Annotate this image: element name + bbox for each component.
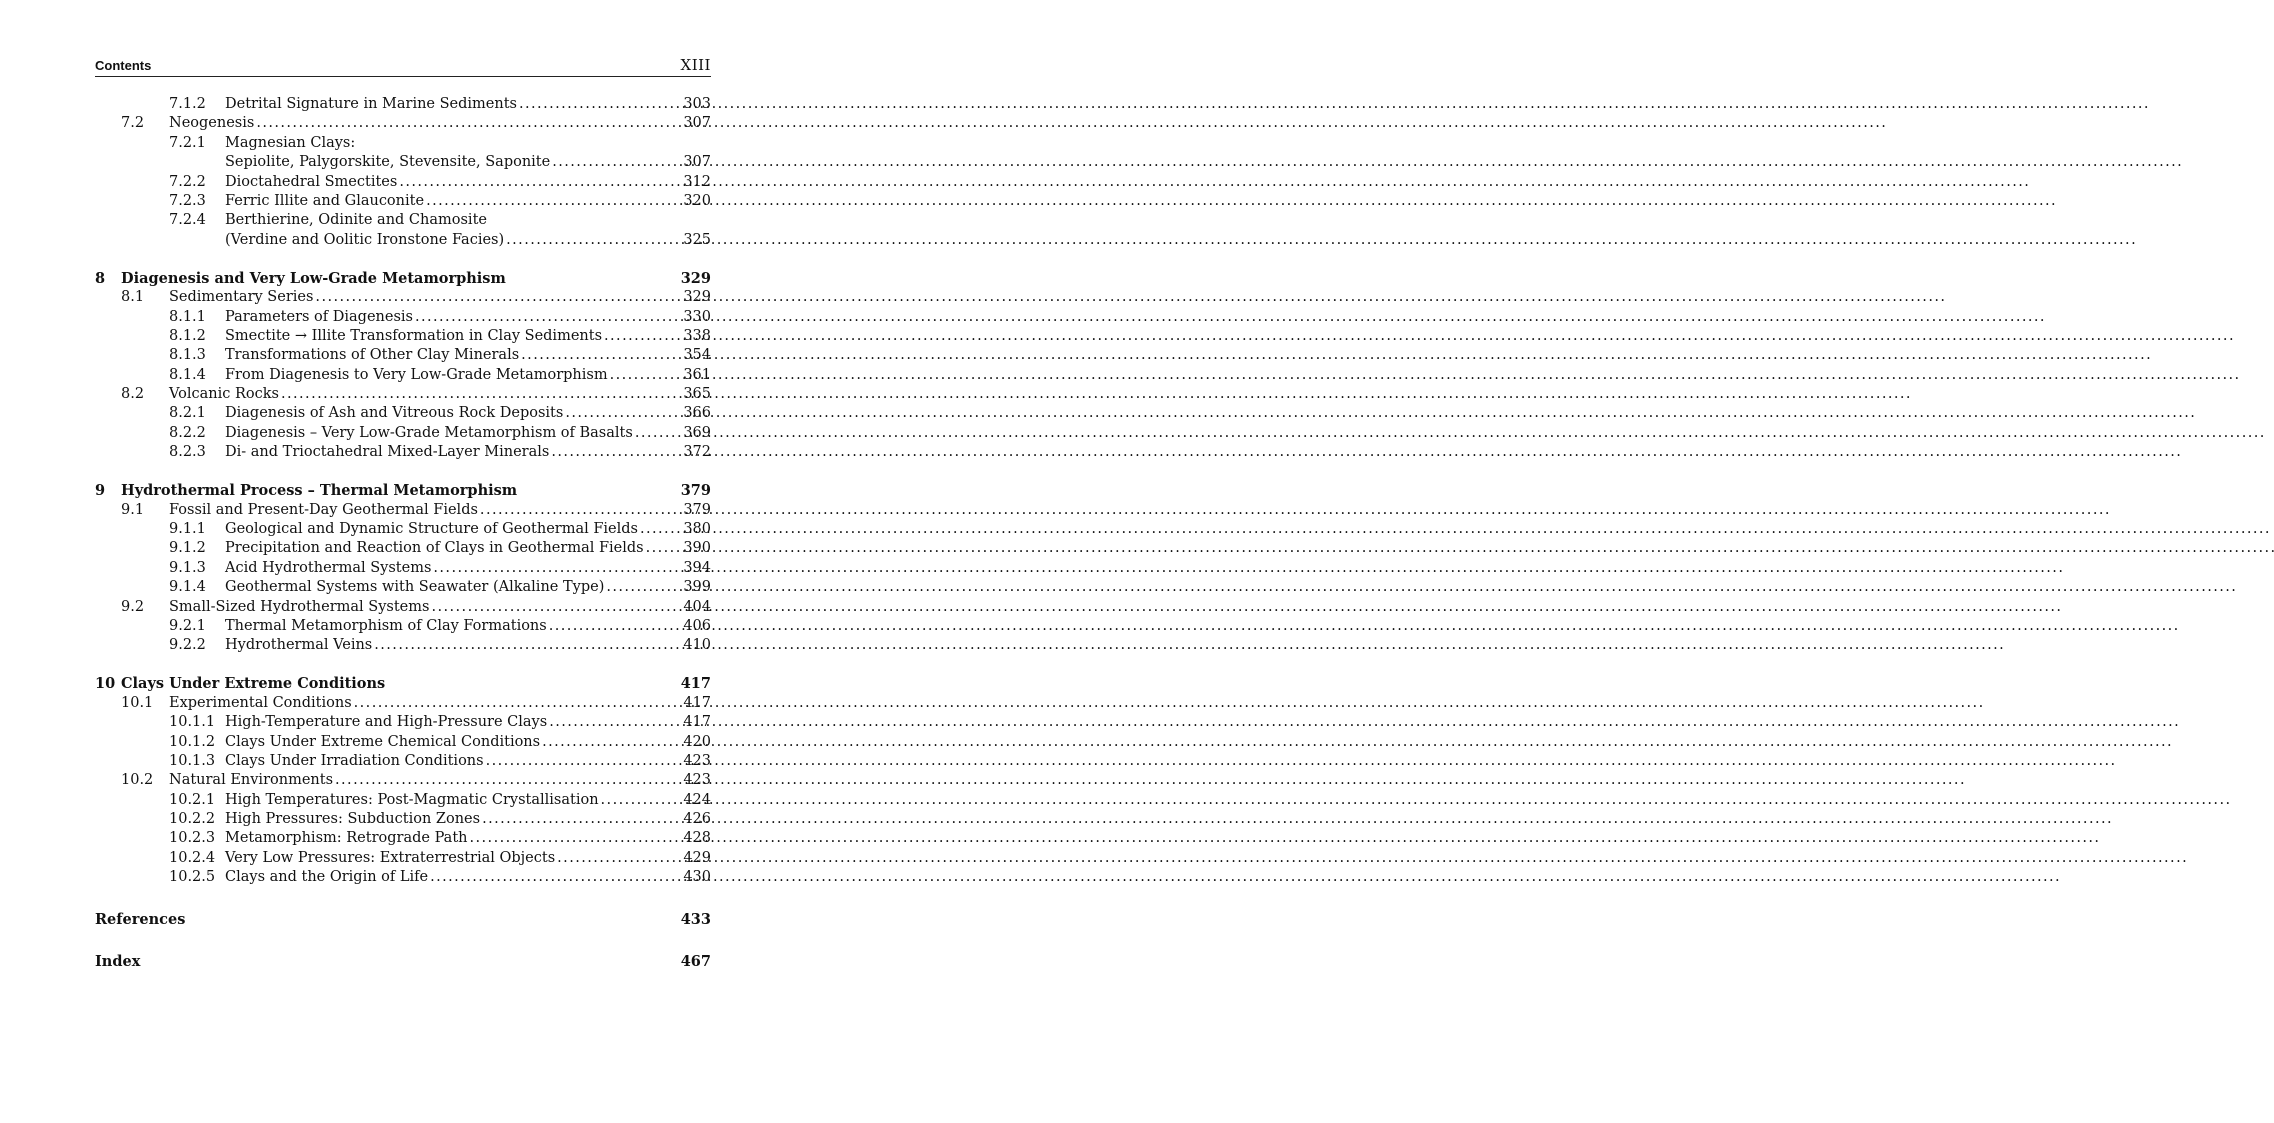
dot-leader (281, 385, 680, 404)
dot-leader (335, 771, 680, 790)
dot-leader (470, 829, 681, 848)
toc-chapter-8[interactable] (95, 268, 711, 288)
dot-leader (549, 617, 681, 636)
chapter-title: Hydrothermal Process – Thermal Metamorphism (121, 482, 518, 500)
toc-entry-10-1-2[interactable] (95, 733, 711, 752)
toc-entry-page: 338 (683, 327, 711, 344)
dot-leader (606, 578, 680, 597)
index-title: Index (95, 953, 141, 971)
toc-entry-number: 7.2.1 (169, 134, 206, 151)
toc-entry-page: 307 (683, 115, 711, 132)
toc-entry-number: 9.1.3 (169, 559, 206, 576)
dot-leader (256, 114, 680, 133)
toc-entry-page: 330 (683, 308, 711, 325)
toc-entry-number: 7.2 (121, 115, 145, 132)
toc-entry-9-1[interactable] (95, 501, 711, 520)
toc-entry-page: 303 (683, 95, 711, 112)
dot-leader (430, 868, 680, 887)
toc-entry-10-2-4[interactable] (95, 849, 711, 868)
dot-leader (565, 404, 680, 423)
chapter-number: 9 (95, 482, 106, 500)
dot-leader (542, 733, 680, 752)
toc-entry-title: Geological and Dynamic Structure of Geothermal Fields (225, 521, 638, 538)
dot-leader (433, 559, 680, 578)
dot-leader (315, 288, 680, 307)
table-of-contents (95, 95, 711, 972)
toc-entry-title: Diagenesis – Very Low-Grade Metamorphism of Basalts (225, 424, 633, 441)
toc-entry-number: 10.2.1 (169, 791, 216, 808)
toc-entry-number: 9.2.1 (169, 617, 206, 634)
toc-entry-title: Neogenesis (169, 115, 255, 132)
dot-leader (549, 713, 680, 732)
toc-entry-title: Diagenesis of Ash and Vitreous Rock Deposits (225, 405, 564, 422)
toc-entry-10-2-3[interactable] (95, 830, 711, 849)
toc-entry-9-1-4[interactable] (95, 578, 711, 597)
toc-entry-8-1-1[interactable] (95, 308, 711, 327)
toc-entry-7-1-2[interactable] (95, 95, 711, 114)
dot-leader (551, 443, 680, 462)
dot-leader (415, 308, 680, 327)
toc-entry-7-2-3[interactable] (95, 192, 711, 211)
dot-leader (601, 791, 681, 810)
toc-entry-number: 10.1.2 (169, 733, 216, 750)
toc-entry-number: 8.2.3 (169, 444, 206, 461)
toc-entry-title: Clays and the Origin of Life (225, 869, 429, 886)
toc-entry-9-1-1[interactable] (95, 520, 711, 539)
toc-entry-page: 379 (683, 501, 711, 518)
toc-entry-7-2-4-continued[interactable] (95, 231, 711, 250)
toc-entry-10-2-1[interactable] (95, 791, 711, 810)
toc-entry-page: 329 (683, 289, 711, 306)
toc-entry-page: 354 (683, 347, 711, 364)
dot-leader (374, 636, 680, 655)
toc-entry-title: High-Temperature and High-Pressure Clays (225, 714, 548, 731)
toc-entry-page: 424 (683, 791, 711, 808)
toc-entry-7-2[interactable] (95, 114, 711, 133)
toc-entry-page: 320 (683, 192, 711, 209)
dot-leader (506, 231, 680, 250)
toc-entry-title: Ferric Illite and Glauconite (225, 192, 425, 209)
dot-leader (431, 598, 680, 617)
toc-entry-title: Detrital Signature in Marine Sediments (225, 95, 517, 112)
toc-entry-page: 404 (683, 598, 711, 615)
toc-entry-10-1-3[interactable] (95, 752, 711, 771)
toc-entry-title-line1: Magnesian Clays: (225, 134, 356, 151)
toc-entry-title-line2: (Verdine and Oolitic Ironstone Facies) (225, 231, 505, 248)
dot-leader (486, 752, 681, 771)
toc-entry-number: 10.1 (121, 694, 154, 711)
toc-entry-number: 7.2.3 (169, 192, 206, 209)
toc-entry-title: Metamorphism: Retrograde Path (225, 830, 468, 847)
dot-leader (610, 366, 681, 385)
toc-entry-page: 369 (683, 424, 711, 441)
toc-entry-number: 10.1.1 (169, 714, 216, 731)
toc-entry-title: Thermal Metamorphism of Clay Formations (225, 617, 547, 634)
toc-entry-title: Dioctahedral Smectites (225, 173, 398, 190)
toc-entry-title: Di- and Trioctahedral Mixed-Layer Minerals (225, 444, 550, 461)
toc-entry-title: Volcanic Rocks (169, 386, 279, 403)
toc-entry-page: 430 (683, 869, 711, 886)
dot-leader (480, 501, 680, 520)
toc-entry-title-line1: Berthierine, Odinite and Chamosite (225, 212, 487, 229)
toc-entry-number: 10.2.3 (169, 830, 216, 847)
toc-entry-8-2-1[interactable] (95, 404, 711, 423)
dot-leader (521, 346, 680, 365)
toc-entry-page: 406 (683, 617, 711, 634)
chapter-number: 8 (95, 269, 106, 287)
toc-entry-page: 428 (683, 830, 711, 847)
references-page: 433 (680, 911, 711, 929)
toc-entry-number: 8.1 (121, 289, 145, 306)
toc-entry-page: 423 (683, 772, 711, 789)
dot-leader (399, 173, 680, 192)
toc-entry-page: 325 (683, 231, 711, 248)
toc-entry-number: 8.1.2 (169, 327, 206, 344)
toc-entry-8-2-2[interactable] (95, 424, 711, 443)
toc-entry-number: 10.2.2 (169, 811, 216, 828)
toc-entry-8-2[interactable] (95, 385, 711, 404)
toc-entry-10-2[interactable] (95, 771, 711, 790)
toc-entry-9-1-2[interactable] (95, 539, 711, 558)
dot-leader (635, 424, 681, 443)
references-title: References (95, 911, 186, 929)
toc-entry-title: From Diagenesis to Very Low-Grade Metamorphism (225, 366, 608, 383)
toc-entry-title: Smectite → Illite Transformation in Clay Sediments (225, 327, 603, 344)
toc-entry-8-1-3[interactable] (95, 346, 711, 365)
toc-entry-title: Clays Under Extreme Chemical Conditions (225, 733, 541, 750)
toc-entry-8-1-2[interactable] (95, 327, 711, 346)
toc-entry-number: 10.2 (121, 772, 154, 789)
toc-entry-title: Precipitation and Reaction of Clays in Geothermal Fields (225, 540, 644, 557)
toc-entry-number: 7.2.4 (169, 212, 206, 229)
toc-entry-title-line2: Sepiolite, Palygorskite, Stevensite, Saponite (225, 154, 551, 171)
toc-entry-page: 366 (683, 405, 711, 422)
toc-entry-title: High Temperatures: Post-Magmatic Crystallisation (225, 791, 599, 808)
toc-entry-9-2[interactable] (95, 598, 711, 617)
toc-entry-number: 9.2.2 (169, 637, 206, 654)
toc-entry-number: 8.1.3 (169, 347, 206, 364)
toc-entry-title: High Pressures: Subduction Zones (225, 811, 481, 828)
toc-entry-page: 417 (683, 694, 711, 711)
toc-entry-title: Sedimentary Series (169, 289, 314, 306)
toc-entry-7-2-2[interactable] (95, 173, 711, 192)
toc-entry-8-1-4[interactable] (95, 366, 711, 385)
dot-leader (426, 192, 680, 211)
toc-entry-title: Clays Under Irradiation Conditions (225, 752, 484, 769)
toc-entry-number: 8.1.1 (169, 308, 206, 325)
chapter-number: 10 (95, 675, 116, 693)
toc-entry-7-2-1[interactable] (95, 134, 711, 153)
toc-entry-page: 417 (683, 714, 711, 731)
toc-entry-7-2-4[interactable] (95, 211, 711, 230)
chapter-title: Diagenesis and Very Low-Grade Metamorphism (121, 269, 506, 287)
toc-entry-10-1[interactable] (95, 694, 711, 713)
toc-entry-title: Transformations of Other Clay Minerals (225, 347, 520, 364)
toc-entry-9-2-1[interactable] (95, 617, 711, 636)
toc-entry-title: Fossil and Present-Day Geothermal Fields (169, 501, 478, 518)
dot-leader (557, 849, 680, 868)
toc-entry-number: 10.2.4 (169, 849, 216, 866)
dot-leader (646, 539, 681, 558)
toc-entry-page: 429 (683, 849, 711, 866)
toc-entry-title: Small-Sized Hydrothermal Systems (169, 598, 430, 615)
toc-entry-title: Experimental Conditions (169, 694, 352, 711)
toc-chapter-10[interactable] (95, 674, 711, 694)
toc-entry-number: 9.1.1 (169, 521, 206, 538)
toc-index[interactable] (95, 952, 711, 972)
toc-entry-number: 8.2.1 (169, 405, 206, 422)
toc-entry-9-2-2[interactable] (95, 636, 711, 655)
toc-entry-title: Hydrothermal Veins (225, 637, 373, 654)
toc-entry-number: 7.1.2 (169, 95, 206, 112)
toc-entry-10-2-2[interactable] (95, 810, 711, 829)
dot-leader (519, 95, 680, 114)
running-head (95, 56, 711, 77)
toc-entry-number: 8.1.4 (169, 366, 206, 383)
index-page: 467 (680, 953, 711, 971)
toc-entry-page: 394 (683, 559, 711, 576)
toc-entry-number: 10.2.5 (169, 869, 216, 886)
toc-entry-8-2-3[interactable] (95, 443, 711, 462)
dot-leader (482, 810, 680, 829)
toc-page (95, 56, 711, 972)
toc-chapter-9[interactable] (95, 481, 711, 501)
toc-entry-page: 361 (683, 366, 711, 383)
toc-entry-9-1-3[interactable] (95, 559, 711, 578)
running-head-section: Contents (95, 58, 152, 73)
toc-entry-page: 399 (683, 579, 711, 596)
toc-entry-page: 312 (683, 173, 711, 190)
toc-entry-number: 8.2.2 (169, 424, 206, 441)
dot-leader (552, 153, 680, 172)
toc-entry-page: 390 (683, 540, 711, 557)
chapter-page: 379 (680, 482, 711, 500)
toc-entry-7-2-1-continued[interactable] (95, 153, 711, 172)
chapter-page: 417 (680, 675, 711, 693)
toc-entry-page: 307 (683, 154, 711, 171)
toc-entry-10-1-1[interactable] (95, 713, 711, 732)
toc-references[interactable] (95, 910, 711, 930)
toc-entry-title: Acid Hydrothermal Systems (225, 559, 432, 576)
chapter-title: Clays Under Extreme Conditions (121, 675, 386, 693)
toc-entry-number: 8.2 (121, 386, 145, 403)
toc-entry-page: 372 (683, 444, 711, 461)
dot-leader (354, 694, 681, 713)
toc-entry-page: 410 (683, 637, 711, 654)
toc-entry-number: 7.2.2 (169, 173, 206, 190)
toc-entry-title: Parameters of Diagenesis (225, 308, 413, 325)
toc-entry-page: 426 (683, 811, 711, 828)
toc-entry-title: Geothermal Systems with Seawater (Alkaline Type) (225, 579, 605, 596)
toc-entry-10-2-5[interactable] (95, 868, 711, 887)
running-head-page-numeral: XIII (680, 56, 711, 74)
toc-entry-8-1[interactable] (95, 288, 711, 307)
toc-entry-number: 9.2 (121, 598, 145, 615)
toc-entry-page: 423 (683, 752, 711, 769)
toc-entry-page: 380 (683, 521, 711, 538)
chapter-page: 329 (680, 269, 711, 287)
toc-entry-number: 9.1 (121, 501, 145, 518)
toc-entry-page: 420 (683, 733, 711, 750)
toc-entry-number: 9.1.4 (169, 579, 206, 596)
toc-entry-number: 10.1.3 (169, 752, 216, 769)
toc-entry-number: 9.1.2 (169, 540, 206, 557)
toc-entry-title: Natural Environments (169, 772, 334, 789)
toc-entry-title: Very Low Pressures: Extraterrestrial Objects (225, 849, 556, 866)
toc-entry-page: 365 (683, 386, 711, 403)
dot-leader (604, 327, 680, 346)
dot-leader (640, 520, 680, 539)
